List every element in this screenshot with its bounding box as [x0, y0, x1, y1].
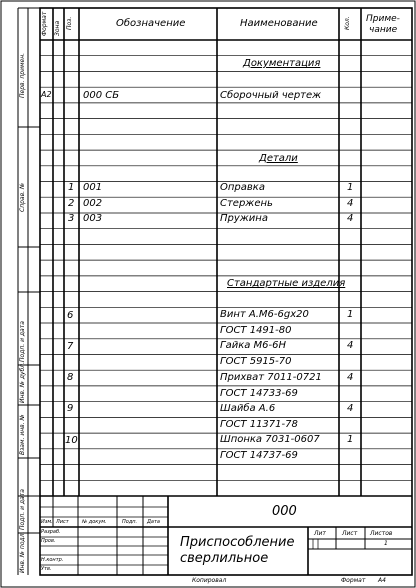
header-qty: Кол.: [344, 16, 351, 30]
title-line1: Приспособление: [180, 535, 295, 550]
header-name: Наименование: [240, 18, 318, 29]
row-s9-name: Шайба А.6: [220, 403, 276, 414]
header-format: Формат: [41, 11, 48, 36]
row-s8-pos: 8: [67, 372, 74, 383]
tb-izm: Изм.: [41, 519, 53, 525]
row-d1-pos: 1: [68, 182, 75, 193]
row-s7-qty: 4: [347, 340, 354, 351]
header-pos: Поз.: [66, 16, 73, 30]
row-s6-name: Винт А.М6-6gх20: [220, 309, 309, 320]
row-s8-name: Прихват 7011-0721: [220, 372, 322, 383]
row-s6-standard: ГОСТ 1491-80: [220, 325, 292, 336]
row-s7-standard: ГОСТ 5915-70: [220, 356, 292, 367]
section-documentation: Документация: [243, 58, 321, 69]
tb-date: Дата: [147, 519, 160, 525]
row-s6-qty: 1: [347, 309, 354, 320]
row-s6-pos: 6: [67, 310, 74, 321]
row-d1-name: Оправка: [220, 182, 265, 193]
row-d1-designation: 001: [83, 182, 103, 193]
footer-format-value: А4: [378, 577, 386, 584]
row-s10-standard: ГОСТ 14737-69: [220, 450, 298, 461]
row-d3-pos: 3: [68, 213, 75, 224]
row-d2-name: Стержень: [220, 198, 273, 209]
row-doc-name: Сборочный чертеж: [220, 90, 322, 101]
tb-lit: Лит: [314, 530, 326, 537]
row-d2-designation: 002: [83, 198, 103, 209]
row-s10-pos: 10: [65, 435, 78, 446]
header-zone: Зона: [54, 20, 61, 36]
header-note-line2: чание: [369, 25, 398, 35]
row-s8-standard: ГОСТ 14733-69: [220, 388, 298, 399]
row-doc-designation: 000 СБ: [83, 90, 120, 101]
section-details: Детали: [259, 153, 298, 164]
row-s10-qty: 1: [347, 434, 354, 445]
tb-utv: Утв.: [41, 566, 52, 572]
row-s9-qty: 4: [347, 403, 354, 414]
row-s7-pos: 7: [67, 341, 74, 352]
side-podp-data-bottom: Подп. и дата: [19, 489, 26, 530]
header-designation: Обозначение: [116, 18, 186, 29]
row-d1-qty: 1: [347, 182, 354, 193]
tb-sheets-value: 1: [384, 540, 388, 547]
side-sprav: Справ. №: [19, 182, 26, 212]
side-inv-podl: Инв. № подл.: [19, 531, 26, 573]
row-d2-qty: 4: [347, 198, 354, 209]
row-d3-qty: 4: [347, 213, 354, 224]
side-inv-dubl: Инв. № дубл.: [19, 361, 26, 403]
row-s9-standard: ГОСТ 11371-78: [220, 419, 298, 430]
tb-list: Лист: [56, 519, 69, 525]
row-s8-qty: 4: [347, 372, 354, 383]
side-vzam-inv: Взам. инв. №: [19, 414, 26, 455]
row-s9-pos: 9: [67, 403, 74, 414]
row-d3-name: Пружина: [220, 213, 268, 224]
row-d3-designation: 003: [83, 213, 103, 224]
row-s7-name: Гайка М6-6Н: [220, 340, 287, 351]
footer-copied: Копировал: [192, 577, 227, 584]
row-d2-pos: 2: [68, 198, 75, 209]
title-designation: 000: [272, 504, 297, 519]
tb-sheet: Лист: [342, 530, 358, 537]
footer-format-label: Формат: [341, 577, 366, 584]
tb-razrab: Разраб.: [41, 529, 61, 535]
side-podp-data-top: Подп. и дата: [19, 321, 26, 362]
row-doc-format: А2: [41, 90, 52, 99]
tb-nkontr: Н.контр.: [41, 557, 64, 563]
row-s10-name: Шпонка 7031-0607: [220, 434, 320, 445]
tb-sign: Подп.: [122, 519, 138, 525]
tb-prov: Пров.: [41, 538, 56, 544]
side-perv-primen: Перв. примен.: [19, 52, 26, 98]
tb-sheets: Листов: [370, 530, 393, 537]
section-standard: Стандартные изделия: [227, 278, 346, 289]
tb-doc-no: № докум.: [82, 519, 107, 525]
header-note-line1: Приме-: [366, 14, 400, 24]
title-line2: сверлильное: [180, 551, 269, 566]
